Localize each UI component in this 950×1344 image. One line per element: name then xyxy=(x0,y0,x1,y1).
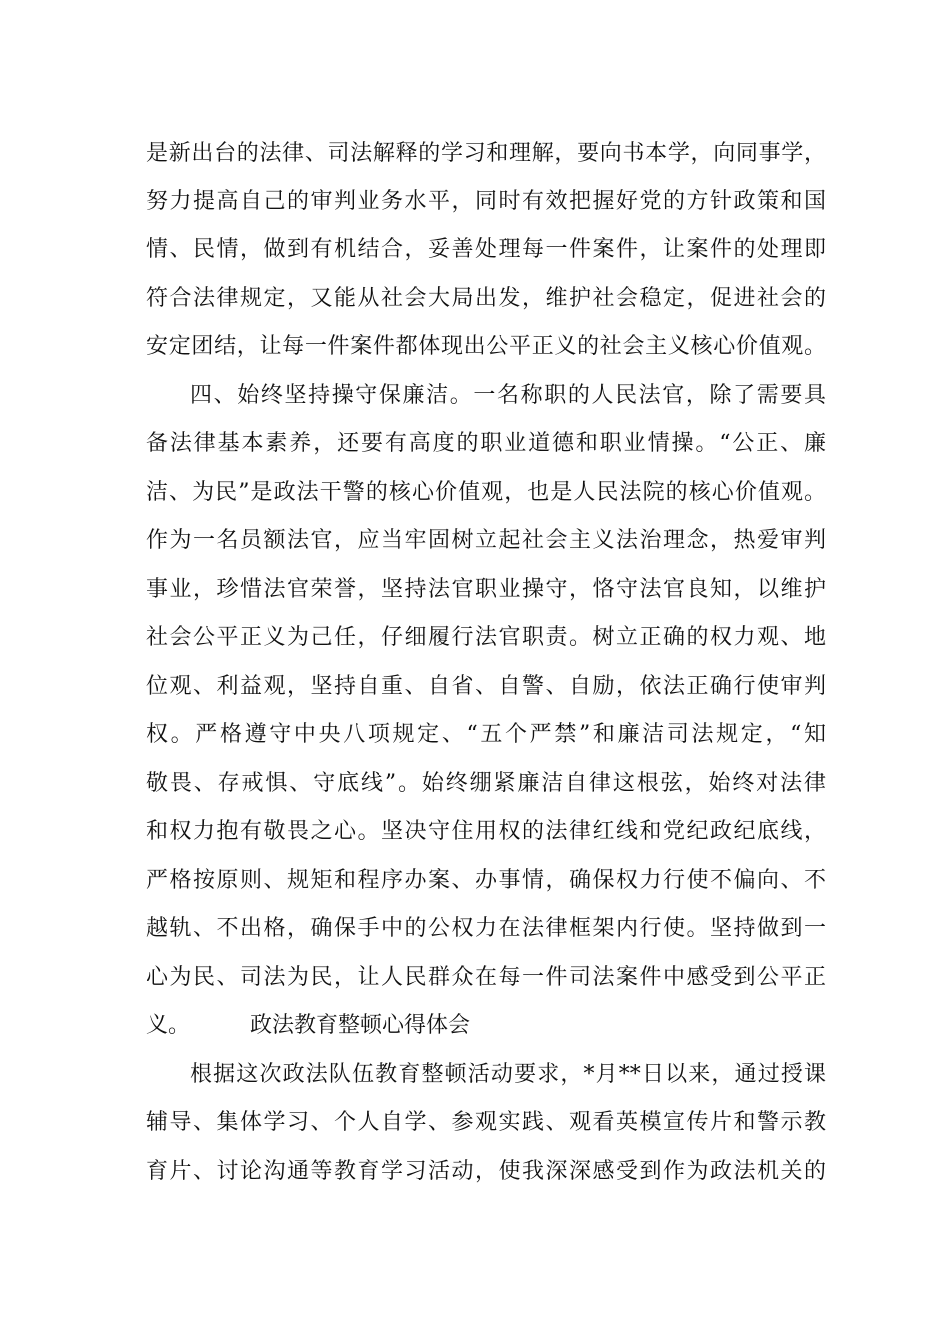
text-line: 符合法律规定，又能从社会大局出发，维护社会稳定，促进社会的 xyxy=(146,286,826,311)
text-line: 心为民、司法为民，让人民群众在每一件司法案件中感受到公平正 xyxy=(146,965,826,990)
paragraph-start-line: 根据这次政法队伍教育整顿活动要求，*月**日以来，通过授课 xyxy=(190,1062,826,1087)
paragraph-start-line: 四、始终坚持操守保廉洁。一名称职的人民法官，除了需要具 xyxy=(190,383,826,408)
text-line: 权。严格遵守中央八项规定、“五个严禁”和廉洁司法规定，“知 xyxy=(146,722,826,747)
text-line: 越轨、不出格，确保手中的公权力在法律框架内行使。坚持做到一 xyxy=(146,916,826,941)
paragraph-end-text: 义。 xyxy=(146,1013,191,1038)
inline-heading: 政法教育整顿心得体会 xyxy=(250,1013,471,1038)
text-line: 努力提高自己的审判业务水平，同时有效把握好党的方针政策和国 xyxy=(146,189,826,214)
text-line-with-heading xyxy=(146,1010,826,1042)
text-line: 事业，珍惜法官荣誉，坚持法官职业操守，恪守法官良知，以维护 xyxy=(146,577,826,602)
text-line: 是新出台的法律、司法解释的学习和理解，要向书本学，向同事学， xyxy=(146,141,826,166)
text-line: 安定团结，让每一件案件都体现出公平正义的社会主义核心价值观。 xyxy=(146,334,826,359)
text-line: 和权力抱有敬畏之心。坚决守住用权的法律红线和党纪政纪底线， xyxy=(146,819,826,844)
text-line: 辅导、集体学习、个人自学、参观实践、观看英模宣传片和警示教 xyxy=(146,1110,826,1135)
text-line: 敬畏、存戒惧、守底线”。始终绷紧廉洁自律这根弦，始终对法律 xyxy=(146,771,826,796)
text-line: 位观、利益观，坚持自重、自省、自警、自励，依法正确行使审判 xyxy=(146,674,826,699)
text-line: 育片、讨论沟通等教育学习活动，使我深深感受到作为政法机关的 xyxy=(146,1159,826,1184)
text-line: 洁、为民”是政法干警的核心价值观，也是人民法院的核心价值观。 xyxy=(146,480,826,505)
text-line: 作为一名员额法官，应当牢固树立起社会主义法治理念，热爱审判 xyxy=(146,528,826,553)
text-line: 严格按原则、规矩和程序办案、办事情，确保权力行使不偏向、不 xyxy=(146,868,826,893)
text-line: 社会公平正义为己任，仔细履行法官职责。树立正确的权力观、地 xyxy=(146,625,826,650)
text-line: 情、民情，做到有机结合，妥善处理每一件案件，让案件的处理即 xyxy=(146,237,826,262)
text-line: 备法律基本素养，还要有高度的职业道德和职业情操。“公正、廉 xyxy=(146,431,826,456)
